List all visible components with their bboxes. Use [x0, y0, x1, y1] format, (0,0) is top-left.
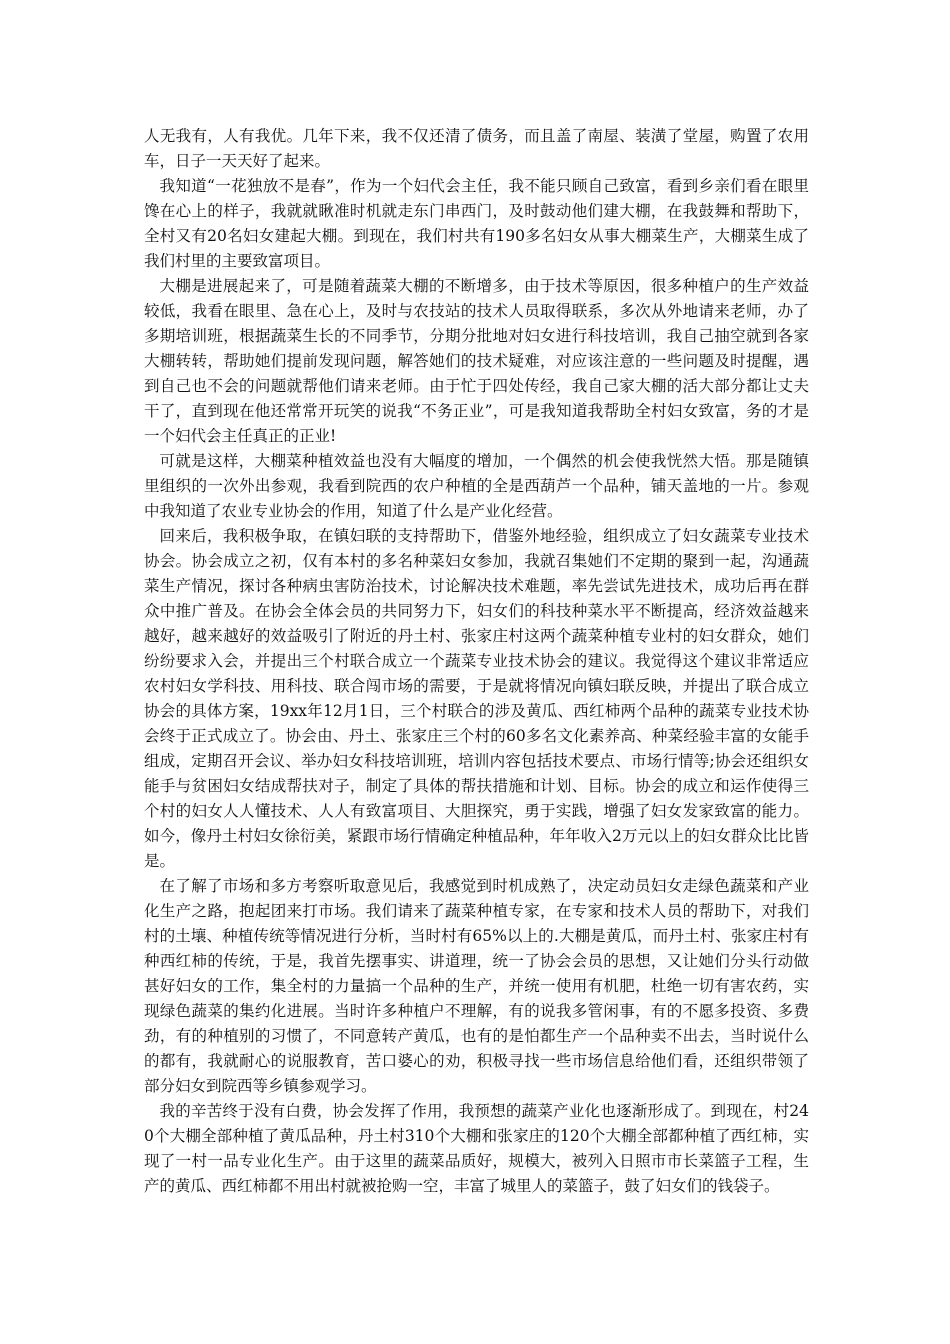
paragraph-2: 我知道“一花独放不是春”，作为一个妇代会主任，我不能只顾自己致富，看到乡亲们看在眼里馋在心上的样子，我就就瞅准时机就走东门串西门，及时鼓动他们建大棚，在我鼓舞和帮助下，全村又有20名妇女建起大棚。到现在，我们村共有190多名妇女从事大棚菜生产，大棚菜生成了我们村里的主要致富项目。: [144, 177, 809, 270]
paragraph-1: 人无我有，人有我优。几年下来，我不仅还清了债务，而且盖了南屋、装潢了堂屋，购置了农用车，日子一天天好了起来。: [144, 127, 809, 170]
paragraph-3: 大棚是进展起来了，可是随着蔬菜大棚的不断增多，由于技术等原因，很多种植户的生产效益较低，我看在眼里、急在心上，及时与农技站的技术人员取得联系，多次从外地请来老师，办了多期培训班，根据蔬菜生长的不同季节，分期分批地对妇女进行科技培训，我自己抽空就到各家大棚转转，帮助她们提前发现问题，解答她们的技术疑难，对应该注意的一些问题及时提醒，遇到自己也不会的问题就帮他们请来老师。由于忙于四处传经，我自己家大棚的活大部分都让丈夫干了，直到现在他还常常开玩笑的说我“不务正业”，可是我知道我帮助全村妇女致富，务的才是一个妇代会主任真正的正业!: [144, 277, 809, 445]
paragraph-4: 可就是这样，大棚菜种植效益也没有大幅度的增加，一个偶然的机会使我恍然大悟。那是随镇里组织的一次外出参观，我看到院西的农户种植的全是西葫芦一个品种，铺天盖地的一片。参观中我知道了农业专业协会的作用，知道了什么是产业化经营。: [144, 452, 809, 520]
paragraph-6: 在了解了市场和多方考察听取意见后，我感觉到时机成熟了，决定动员妇女走绿色蔬菜和产业化生产之路，抱起团来打市场。我们请来了蔬菜种植专家，在专家和技术人员的帮助下，对我们村的土壤、种植传统等情况进行分析，当时村有65%以上的.大棚是黄瓜，而丹土村、张家庄村有种西红柿的传统，于是，我首先摆事实、讲道理，统一了协会会员的思想，又让她们分头行动做甚好妇女的工作，集全村的力量搞一个品种的生产，并统一使用有机肥，杜绝一切有害农药，实现绿色蔬菜的集约化进展。当时许多种植户不理解，有的说我多管闲事，有的不愿多投资、多费劲，有的种植别的习惯了，不同意转产黄瓜，也有的是怕都生产一个品种卖不出去，当时说什么的都有，我就耐心的说服教育，苦口婆心的劝，积极寻找一些市场信息给他们看，还组织带领了部分妇女到院西等乡镇参观学习。: [144, 877, 809, 1095]
paragraph-7: 我的辛苦终于没有白费，协会发挥了作用，我预想的蔬菜产业化也逐渐形成了。到现在，村240个大棚全部种植了黄瓜品种，丹土村310个大棚和张家庄的120个大棚全部都种植了西红柿，实现了一村一品专业化生产。由于这里的蔬菜品质好，规模大，被列入日照市市长菜篮子工程，生产的黄瓜、西红柿都不用出村就被抢购一空，丰富了城里人的菜篮子，鼓了妇女们的钱袋子。: [144, 1102, 809, 1195]
document-body: [144, 124, 809, 1199]
paragraph-5: 回来后，我积极争取，在镇妇联的支持帮助下，借鉴外地经验，组织成立了妇女蔬菜专业技术协会。协会成立之初，仅有本村的多名种菜妇女参加，我就召集她们不定期的聚到一起，沟通蔬菜生产情况，探讨各种病虫害防治技术，讨论解决技术难题，率先尝试先进技术，成功后再在群众中推广普及。在协会全体会员的共同努力下，妇女们的科技种菜水平不断提高，经济效益越来越好，越来越好的效益吸引了附近的丹土村、张家庄村这两个蔬菜种植专业村的妇女群众，她们纷纷要求入会，并提出三个村联合成立一个蔬菜专业技术协会的建议。我觉得这个建议非常适应农村妇女学科技、用科技、联合闯市场的需要，于是就将情况向镇妇联反映，并提出了联合成立协会的具体方案，19xx年12月1日，三个村联合的涉及黄瓜、西红柿两个品种的蔬菜专业技术协会终于正式成立了。协会由、丹土、张家庄三个村的60多名文化素养高、种菜经验丰富的女能手组成，定期召开会议、举办妇女科技培训班，培训内容包括技术要点、市场行情等;协会还组织女能手与贫困妇女结成帮扶对子，制定了具体的帮扶措施和计划、目标。协会的成立和运作使得三个村的妇女人人懂技术、人人有致富项目、大胆探究，勇于实践，增强了妇女发家致富的能力。如今，像丹土村妇女徐衍美，紧跟市场行情确定种植品种，年年收入2万元以上的妇女群众比比皆是。: [144, 527, 809, 870]
